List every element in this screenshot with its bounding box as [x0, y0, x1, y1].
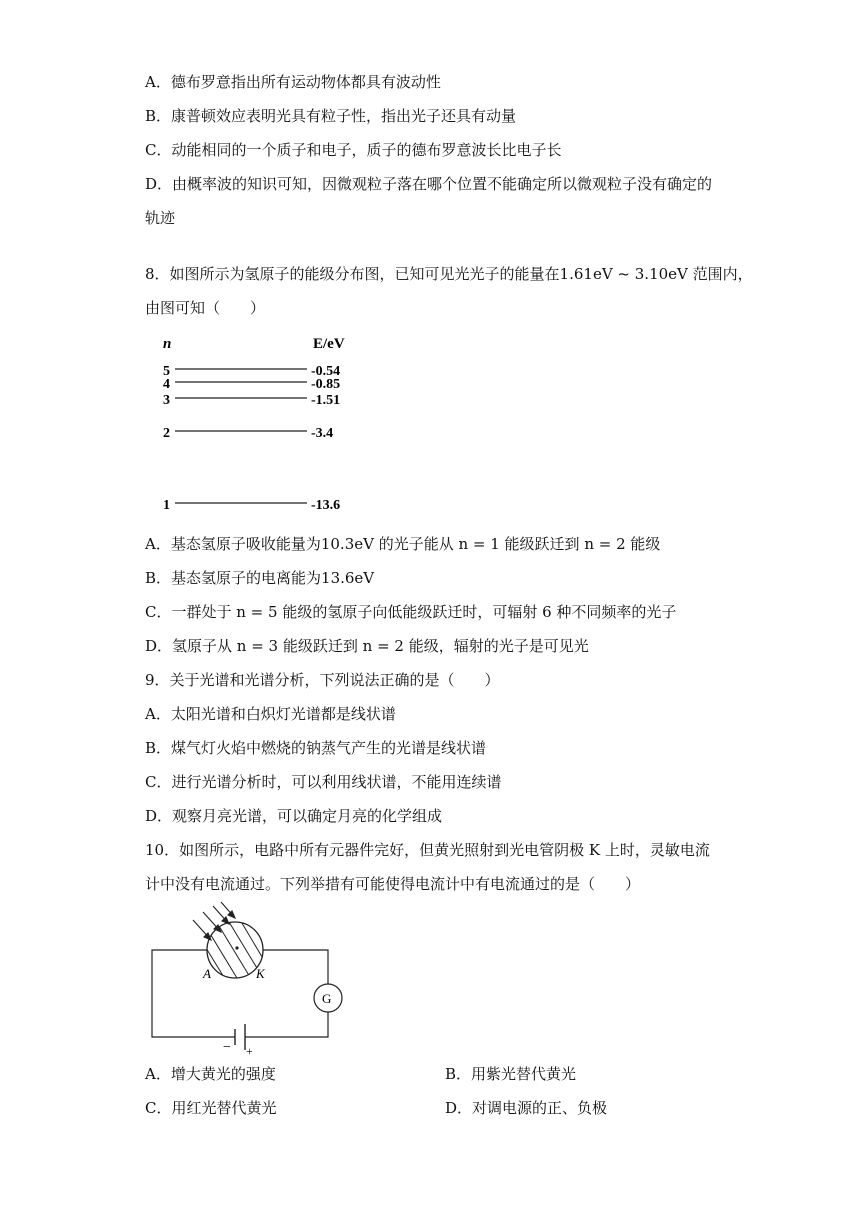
- q8-option-a: A．基态氢原子吸收能量为10.3eV 的光子能从 n = 1 能级跃迁到 n = 2 能级: [145, 535, 661, 553]
- energy-level-3: [163, 393, 340, 408]
- q9-option-a: A．太阳光谱和白炽灯光谱都是线状谱: [145, 705, 396, 723]
- battery-symbol: [223, 1024, 253, 1058]
- q8-option-c: C．一群处于 n = 5 能级的氢原子向低能级跃迁时，可辐射 6 种不同频率的光子: [145, 603, 677, 621]
- level-n-label: 5: [163, 364, 170, 379]
- q8-option-b: B．基态氢原子的电离能为13.6eV: [145, 569, 375, 587]
- level-n-label: 3: [163, 393, 170, 408]
- level-n-label: 4: [163, 377, 170, 392]
- level-n-label: 1: [163, 498, 170, 513]
- energy-level-1: [163, 498, 340, 513]
- level-energy-label: -13.6: [311, 498, 341, 513]
- energy-axis-header: E/eV: [313, 336, 345, 352]
- q10-stem-line2: 计中没有电流通过。下列举措有可能使得电流计中有电流通过的是（ ）: [145, 875, 641, 893]
- level-energy-label: -0.85: [311, 377, 341, 392]
- level-energy-label: -3.4: [311, 426, 334, 441]
- photoelectric-circuit-diagram: [145, 900, 345, 1060]
- q10-option-d: D．对调电源的正、负极: [445, 1099, 608, 1117]
- q9-stem: 9．关于光谱和光谱分析，下列说法正确的是（ ）: [145, 671, 500, 689]
- q10-option-a: A．增大黄光的强度: [145, 1065, 276, 1083]
- galvanometer-icon: [314, 984, 342, 1012]
- galvanometer-label: G: [322, 991, 332, 1006]
- cathode-label: K: [256, 966, 265, 981]
- q9-option-b: B．煤气灯火焰中燃烧的钠蒸气产生的光谱是线状谱: [145, 739, 487, 757]
- q9-option-d: D．观察月亮光谱，可以确定月亮的化学组成: [145, 807, 443, 825]
- q9-option-c: C．进行光谱分析时，可以利用线状谱，不能用连续谱: [145, 773, 502, 791]
- q8-stem-line2: 由图可知（ ）: [145, 299, 266, 317]
- q7-option-d-cont: 轨迹: [145, 209, 176, 227]
- level-n-label: 2: [163, 426, 170, 441]
- photoelectric-tube-icon: [195, 906, 277, 992]
- q8-stem-line1: 8．如图所示为氢原子的能级分布图，已知可见光光子的能量在1.61eV ~ 3.10eV 范围内，: [145, 265, 753, 283]
- energy-level-2: [163, 426, 333, 441]
- energy-level-diagram: [155, 330, 385, 520]
- level-energy-label: -1.51: [311, 393, 341, 408]
- q7-option-a: A．德布罗意指出所有运动物体都具有波动性: [145, 73, 441, 91]
- battery-positive-label: +: [246, 1044, 253, 1058]
- q10-option-c: C．用红光替代黄光: [145, 1099, 277, 1117]
- q7-option-d: D．由概率波的知识可知，因微观粒子落在哪个位置不能确定所以微观粒子没有确定的: [145, 175, 713, 193]
- q7-option-b: B．康普顿效应表明光具有粒子性，指出光子还具有动量: [145, 107, 517, 125]
- q10-stem-line1: 10．如图所示，电路中所有元器件完好，但黄光照射到光电管阴极 K 上时，灵敏电流: [145, 841, 710, 859]
- q10-option-b: B．用紫光替代黄光: [445, 1065, 577, 1083]
- anode-label: A: [203, 966, 211, 981]
- battery-negative-label: −: [223, 1040, 231, 1055]
- q8-option-d: D．氢原子从 n = 3 能级跃迁到 n = 2 能级，辐射的光子是可见光: [145, 637, 589, 655]
- q7-option-c: C．动能相同的一个质子和电子，质子的德布罗意波长比电子长: [145, 141, 562, 159]
- level-energy-label: -0.54: [311, 364, 341, 379]
- energy-level-4: [163, 377, 340, 392]
- n-axis-header: n: [163, 336, 172, 352]
